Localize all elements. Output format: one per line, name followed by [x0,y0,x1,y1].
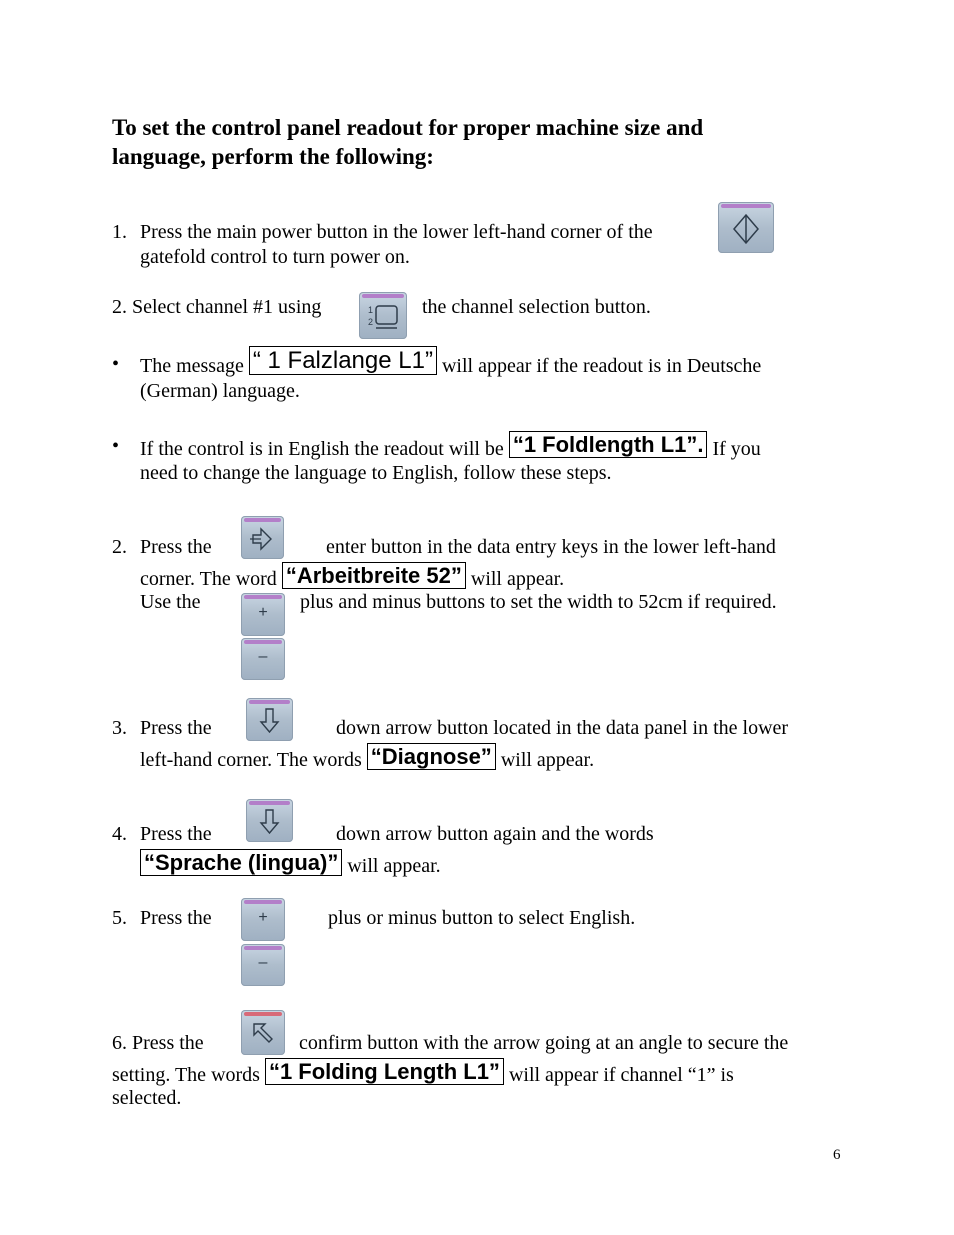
step-2-select-text: 2. Select channel #1 using [112,296,322,318]
step-3-line-2-before: left-hand corner. The words [140,749,362,771]
step-2b-number: 2. [112,536,127,558]
plus-icon: + [258,604,268,621]
step-2b-press: Press the [140,536,212,558]
page-number: 6 [833,1147,841,1163]
step-3-text-after: down arrow button located in the data panel in the lower [336,717,789,739]
step-4-text-after: down arrow button again and the words [336,823,654,845]
power-button [718,202,774,253]
step-4-line-2-after: will appear. [347,855,441,877]
bullet-1-line-2: (German) language. [140,380,300,402]
enter-arrow-icon [241,516,284,559]
step-1-text-line-2: gatefold control to turn power on. [140,246,410,268]
down-arrow-icon [246,698,293,741]
enter-button [241,516,284,559]
minus-icon: – [258,954,268,971]
step-4-line-2 [140,849,441,878]
step-1-number: 1. [112,221,127,243]
bullet-1-line-1 [140,346,761,378]
confirm-button [241,1010,285,1055]
step-6-press: 6. Press the [112,1032,204,1054]
readout-foldlength: “1 Foldlength L1”. [509,431,708,458]
diagonal-arrow-icon [241,1010,285,1055]
step-4-number: 4. [112,823,127,845]
step-3-press: Press the [140,717,212,739]
plus-button-2 [241,898,285,941]
step-2b-text-after: enter button in the data entry keys in the lower left-hand [326,536,776,558]
channel-select-button [359,292,407,339]
step-6-line-3: selected. [112,1087,182,1109]
minus-icon: – [258,648,268,665]
down-arrow-button-2 [246,799,293,842]
page-title [112,113,703,171]
step-2b-line-3: plus and minus buttons to set the width to 52cm if required. [300,591,777,613]
minus-button [241,638,285,680]
channel-digit-2: 2 [368,317,374,327]
step-6-line-2-after: will appear if channel “1” is [508,1064,734,1086]
title-line-1: To set the control panel readout for proper machine size and [112,115,704,140]
step-6-line-2 [112,1058,734,1087]
down-arrow-button [246,698,293,741]
bullet-1-before: The message [140,355,244,377]
minus-button-2 [241,944,285,986]
step-2b-line-2-before: corner. The word [140,568,277,590]
readout-falzlange: “ 1 Falzlange L1” [249,346,437,375]
readout-arbeitbreite: “Arbeitbreite 52” [282,562,466,589]
plus-button [241,593,285,636]
plus-icon: + [258,909,268,926]
step-3-line-2 [140,743,594,772]
power-diamond-icon [718,202,774,253]
bullet-2-marker: • [112,435,120,457]
step-2b-use-the: Use the [140,591,201,613]
step-2-select-text-after: the channel selection button. [422,296,651,318]
step-5-press: Press the [140,907,212,929]
step-1-text-line-1: Press the main power button in the lower left-hand corner of the [140,221,653,243]
bullet-2-after: If you [712,438,761,460]
step-4-press: Press the [140,823,212,845]
step-6-line-2-before: setting. The words [112,1064,260,1086]
readout-sprache: “Sprache (lingua)” [140,849,342,876]
down-arrow-icon [246,799,293,842]
step-5-text-after: plus or minus button to select English. [328,907,636,929]
title-line-2: language, perform the following: [112,144,434,169]
readout-folding-length: “1 Folding Length L1” [265,1058,504,1085]
bullet-2-line-1 [140,431,761,461]
bullet-2-line-2: need to change the language to English, follow these steps. [140,462,612,484]
step-2b-line-2 [140,562,564,591]
bullet-1-marker: • [112,353,120,375]
channel-select-icon [359,292,407,339]
channel-digit-1: 1 [368,305,374,315]
step-3-line-2-after: will appear. [500,749,595,771]
bullet-1-after: will appear if the readout is in Deutsche [441,355,762,377]
step-5-number: 5. [112,907,127,929]
bullet-2-before: If the control is in English the readout will be [140,438,504,460]
step-3-number: 3. [112,717,127,739]
readout-diagnose: “Diagnose” [367,743,496,770]
step-2b-line-2-after: will appear. [470,568,565,590]
step-6-text-after: confirm button with the arrow going at an angle to secure the [299,1032,789,1054]
